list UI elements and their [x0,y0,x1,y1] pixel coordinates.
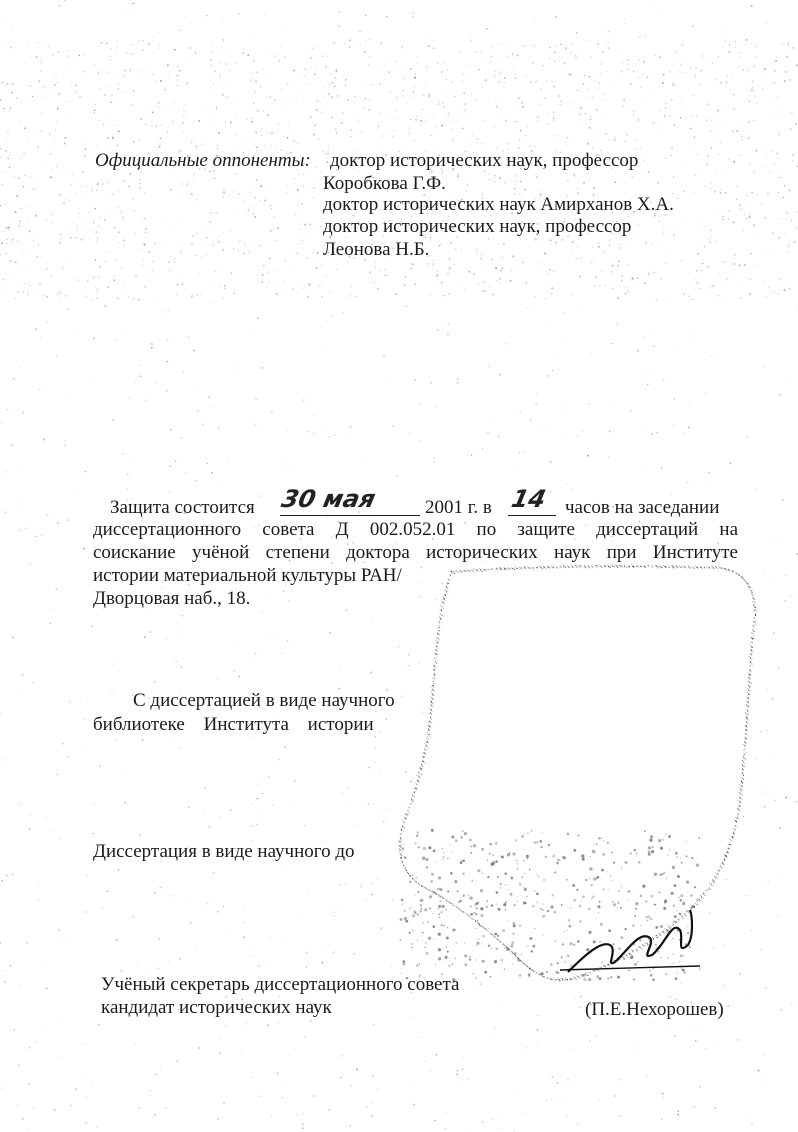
defense-text-7: Дворцовая наб., 18. [93,588,251,609]
opponent-line-2: Коробкова Г.Ф. [323,173,446,194]
defense-text-2: 2001 г. в [425,497,492,518]
library-text-1: С диссертацией в виде научного [133,690,395,711]
library-text-2: библиотеке Института истории [93,714,374,735]
opponent-line-5: Леонова Н.Б. [323,239,430,260]
opponent-line-1: доктор исторических наук, профессор [330,150,639,171]
handwritten-hour: 14 [509,485,549,513]
defense-text-4: диссертационного совета Д 002.052.01 по защите диссертаций на [93,519,738,540]
sent-text: Диссертация в виде научного до [93,841,355,862]
opponent-line-4: доктор исторических наук, профессор [323,216,632,237]
secretary-degree: кандидат исторических наук [101,997,332,1018]
defense-text-1: Защита состоится [110,497,255,518]
handwritten-date: 30 мая [279,485,378,513]
opponent-line-3: доктор исторических наук Амирханов Х.А. [323,194,674,215]
opponents-label: Официальные оппоненты: [95,150,311,171]
secretary-title: Учёный секретарь диссертационного совета [101,974,460,995]
defense-text-3: часов на заседании [565,497,720,518]
secretary-name: (П.Е.Нехорошев) [585,999,724,1020]
defense-text-6: истории материальной культуры РАН/ [93,565,402,586]
defense-text-5: соискание учёной степени доктора исторических наук при Институте [93,542,738,563]
